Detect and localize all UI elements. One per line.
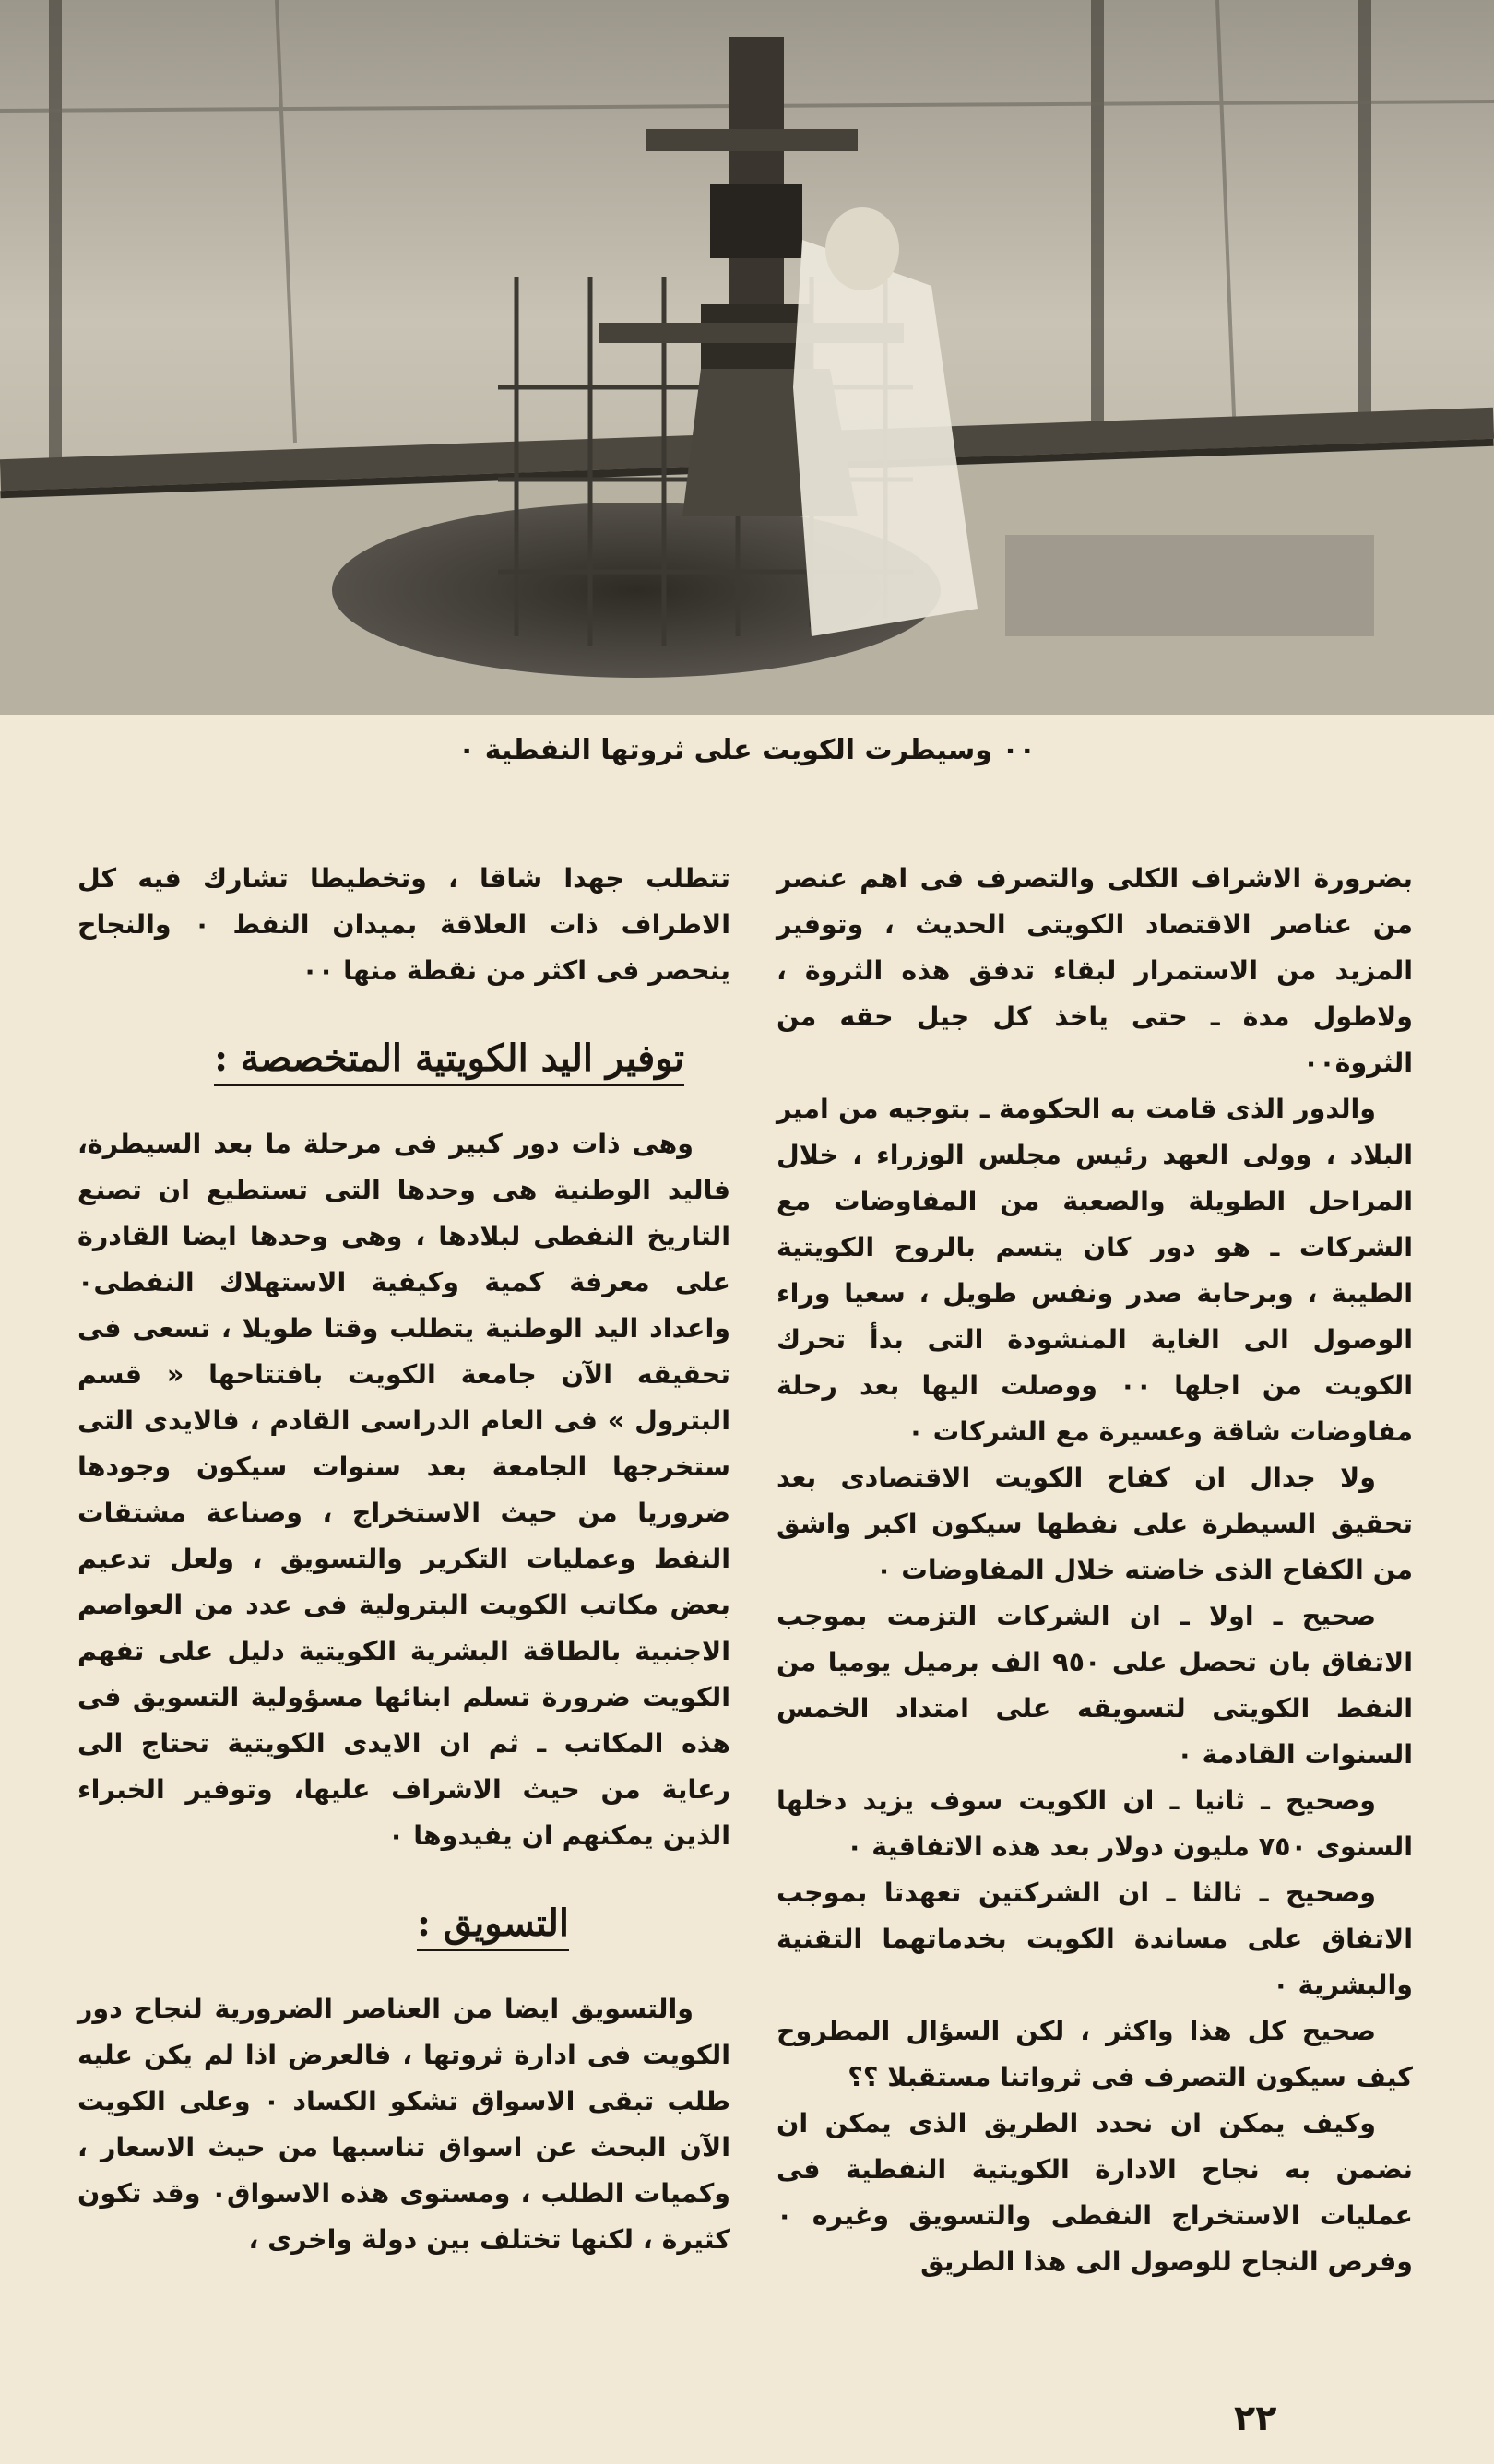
right-paragraph-5: وصحيح ـ ثانيا ـ ان الكويت سوف يزيد دخلها السنوى ٧٥٠ مليون دولار بعد هذه الاتفاقية ٠ (777, 1785, 1413, 1862)
right-paragraph-3: ولا جدال ان كفاح الكويت الاقتصادى بعد تحقيق السيطرة على نفطها سيكون اكبر واشق من الكفاح الذى خاضته خلال المفاوضات ٠ (777, 1463, 1413, 1585)
oil-wellhead-photo (0, 0, 1494, 715)
section-heading-marketing: التسويق : (77, 1898, 569, 1949)
right-column (777, 856, 1413, 2285)
section-paragraph-marketing: والتسويق ايضا من العناصر الضرورية لنجاح دور الكويت فى ادارة ثروتها ، فالعرض اذا لم يكن عليه طلب تبقى الاسواق تشكو الكساد ٠ وعلى الكويت الآن البحث عن اسواق تناسبها من حيث الاسعار ، وكميات الطلب ، ومستوى هذه الاسواق٠ وقد تكون كثيرة ، لكنها تختلف بين دولة واخرى ، (77, 1994, 731, 2255)
right-paragraph-1: بضرورة الاشراف الكلى والتصرف فى اهم عنصر من عناصر الاقتصاد الكويتى الحديث ، وتوفير المزيد من الاستمرار لبقاء تدفق هذه الثروة ، ولاطول مدة ـ حتى ياخذ كل جيل حقه من الثروة٠٠ (777, 863, 1413, 1078)
section-paragraph-workforce: وهى ذات دور كبير فى مرحلة ما بعد السيطرة، فاليد الوطنية هى وحدها التى تستطيع ان تصنع التاريخ النفطى لبلادها ، وهى وحدها ايضا القادرة على معرفة كمية وكيفية الاستهلاك النفطى٠ واعداد اليد الوطنية يتطلب وقتا طويلا ، تسعى فى تحقيقه الآن جامعة الكويت بافتتاحها « قسم البترول » فى العام الدراسى القادم ، فالايدى التى ستخرجها الجامعة بعد سنوات سيكون وجودها ضروريا من حيث الاستخراج ، وصناعة مشتقات النفط وعمليات التكرير والتسويق ، ولعل تدعيم بعض مكاتب الكويت البترولية فى عدد من العواصم الاجنبية بالطاقة البشرية الكويتية دليل على تفهم الكويت ضرورة تسلم ابنائها مسؤولية التسويق فى هذه المكاتب ـ ثم ان الايدى الكويتية تحتاج الى رعاية من حيث الاشراف عليها، وتوفير الخبراء الذين يمكنهم ان يفيدوها ٠ (77, 1129, 730, 1851)
page-number: ٢٢ (1234, 2398, 1277, 2438)
right-paragraph-4: صحيح ـ اولا ـ ان الشركات التزمت بموجب الاتفاق بان تحصل على ٩٥٠ الف برميل يوميا من النفط الكويتى لتسويقه على امتداد الخمس السنوات القادمة ٠ (777, 1601, 1413, 1770)
left-intro-paragraph: تتطلب جهدا شاقا ، وتخطيطا تشارك فيه كل الاطراف ذات العلاقة بميدان النفط ٠ والنجاح ينحصر فى اكثر من نقطة منها ٠٠ (77, 863, 730, 986)
photo-caption: ٠٠ وسيطرت الكويت على ثروتها النفطية ٠ (458, 734, 1036, 766)
photo-illustration (0, 0, 1494, 715)
right-paragraph-8: وكيف يمكن ان نحدد الطريق الذى يمكن ان نضمن به نجاح الادارة الكويتية النفطية فى عمليات الاستخراج النفطى والتسويق وغيره ٠ وفرص النجاح للوصول الى هذا الطريق (777, 2108, 1413, 2277)
section-heading-specialized-kuwaiti-workforce: توفير اليد الكويتية المتخصصة : (77, 1033, 684, 1084)
right-paragraph-7: صحيح كل هذا واكثر ، لكن السؤال المطروح كيف سيكون التصرف فى ثرواتنا مستقبلا ؟؟ (777, 2016, 1413, 2092)
right-paragraph-6: وصحيح ـ ثالثا ـ ان الشركتين تعهدتا بموجب الاتفاق على مساندة الكويت بخدماتهما التقنية والبشرية ٠ (777, 1878, 1413, 2000)
right-paragraph-2: والدور الذى قامت به الحكومة ـ بتوجيه من امير البلاد ، وولى العهد رئيس مجلس الوزراء ، خلال المراحل الطويلة والصعبة من المفاوضات مع الشركات ـ هو دور كان يتسم بالروح الكويتية الطيبة ، وبرحابة صدر ونفس طويل ، سعيا وراء الوصول الى الغاية المنشودة التى بدأ تحرك الكويت من اجلها ٠٠ ووصلت اليها بعد رحلة مفاوضات شاقة وعسيرة مع الشركات ٠ (777, 1094, 1413, 1447)
left-column (77, 856, 730, 2263)
